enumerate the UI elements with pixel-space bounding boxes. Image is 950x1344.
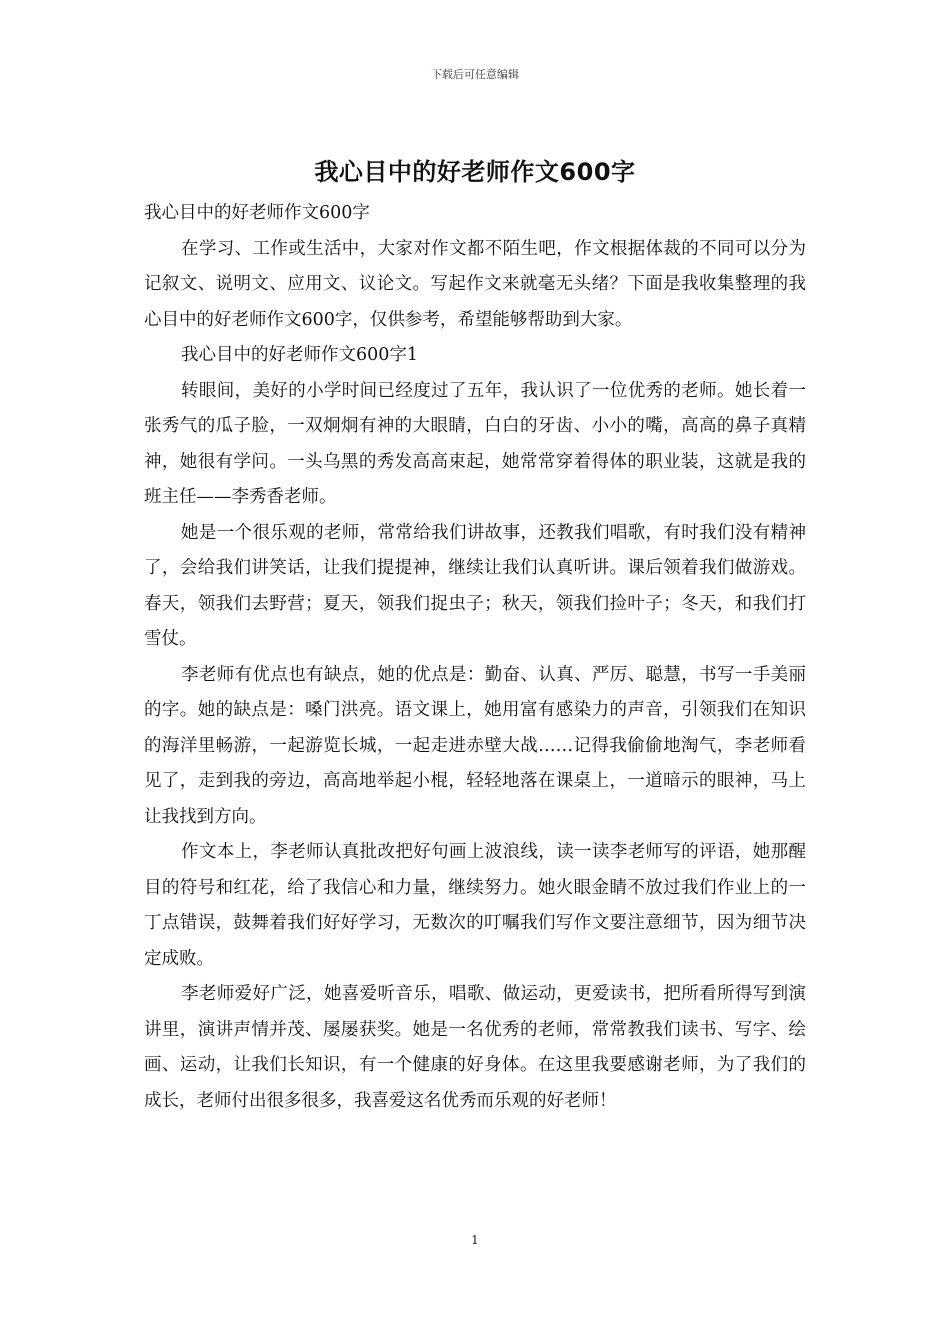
section-heading: 我心目中的好老师作文600字1	[181, 345, 419, 365]
body-paragraph-2: 她是一个很乐观的老师，常常给我们讲故事，还教我们唱歌，有时我们没有精神了，会给我们讲笑话，让我们提提神，继续让我们认真听讲。课后领着我们做游戏。春天，领我们去野营；夏天，领我们捉虫子；秋天，领我们捡叶子；冬天，和我们打雪仗。	[144, 522, 806, 649]
page-number: 1	[471, 1233, 479, 1247]
header-note: 下载后可任意编辑	[431, 68, 519, 81]
body-paragraph-4: 作文本上，李老师认真批改把好句画上波浪线，读一读李老师写的评语，她那醒目的符号和红花，给了我信心和力量，继续努力。她火眼金睛不放过我们作业上的一丁点错误，鼓舞着我们好好学习，无数次的叮嘱我们写作文要注意细节，因为细节决定成败。	[144, 842, 806, 969]
body-paragraph-5: 李老师爱好广泛，她喜爱听音乐，唱歌、做运动，更爱读书，把所看所得写到演讲里，演讲声情并茂、屡屡获奖。她是一名优秀的老师，常常教我们读书、写字、绘画、运动，让我们长知识，有一个健康的好身体。在这里我要感谢老师，为了我们的成长，老师付出很多很多，我喜爱这名优秀而乐观的好老师！	[144, 984, 806, 1111]
body-paragraph-3: 李老师有优点也有缺点，她的优点是：勤奋、认真、严厉、聪慧，书写一手美丽的字。她的缺点是：嗓门洪亮。语文课上，她用富有感染力的声音，引领我们在知识的海洋里畅游，一起游览长城，一起走进赤壁大战……记得我偷偷地淘气，李老师看见了，走到我的旁边，高高地举起小棍，轻轻地落在课桌上，一道暗示的眼神，马上让我找到方向。	[144, 664, 806, 827]
intro-paragraph: 在学习、工作或生活中，大家对作文都不陌生吧，作文根据体裁的不同可以分为记叙文、说明文、应用文、议论文。写起作文来就毫无头绪？下面是我收集整理的我心目中的好老师作文600字，仅供参考，希望能够帮助到大家。	[144, 238, 806, 330]
subtitle-line: 我心目中的好老师作文600字	[144, 203, 370, 223]
document-title: 我心目中的好老师作文600字	[314, 158, 636, 186]
body-paragraph-1: 转眼间，美好的小学时间已经度过了五年，我认识了一位优秀的老师。她长着一张秀气的瓜子脸，一双炯炯有神的大眼睛，白白的牙齿、小小的嘴，高高的鼻子真精神，她很有学问。一头乌黑的秀发高高束起，她常常穿着得体的职业装，这就是我的班主任——李秀香老师。	[144, 380, 806, 507]
document-body	[144, 196, 806, 1119]
